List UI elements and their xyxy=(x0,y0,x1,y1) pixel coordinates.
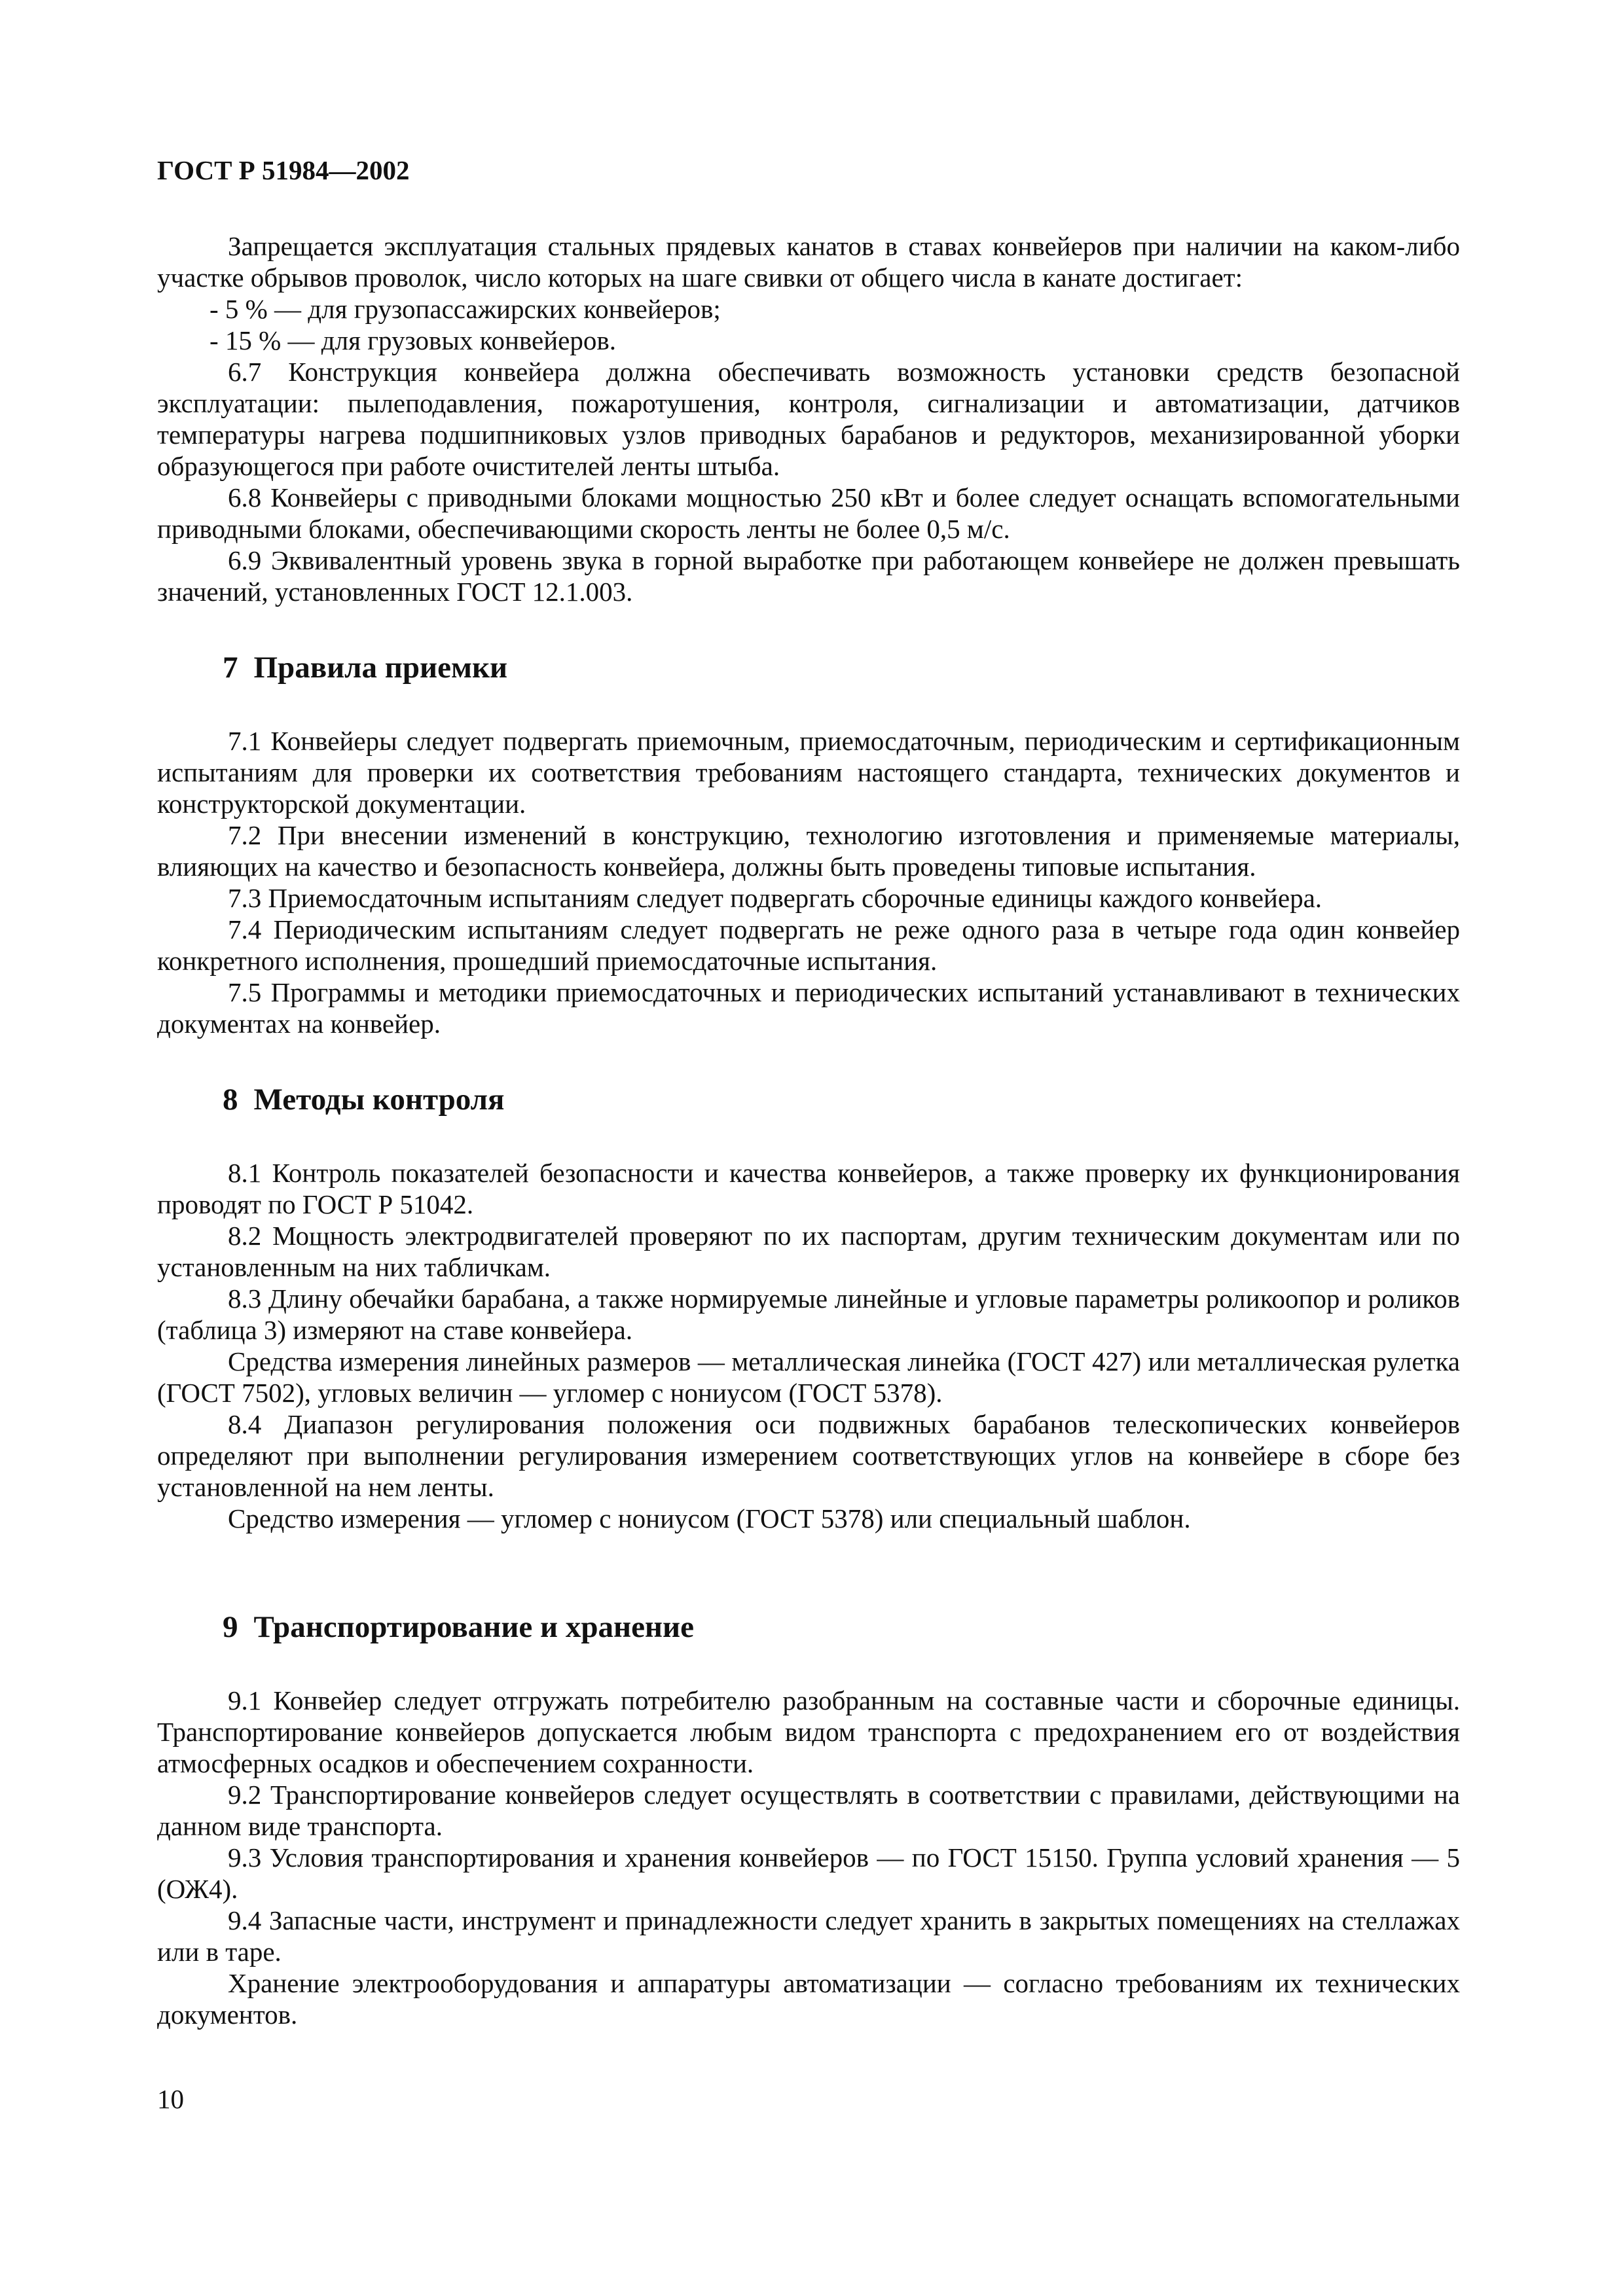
paragraph-7-4: 7.4 Периодическим испытаниям следует подвергать не реже одного раза в четыре года один конвейер конкретного исполнения, прошедший приемосдаточные испытания. xyxy=(157,914,1460,976)
paragraph-8-1: 8.1 Контроль показателей безопасности и качества конвейеров, а также проверку их функционирования проводят по ГОСТ Р 51042. xyxy=(157,1158,1460,1219)
paragraph-7-2: 7.2 При внесении изменений в конструкцию, технологию изготовления и применяемые материалы, влияющих на качество и безопасность конвейера, должны быть проведены типовые испытания. xyxy=(157,820,1460,882)
paragraph-rope-prohibition: Запрещается эксплуатация стальных прядевых канатов в ставах конвейеров при наличии на каком-либо участке обрывов проволок, число которых на шаге свивки от общего числа в канате достигает: xyxy=(157,231,1460,293)
list-item-cargo-conveyors: - 15 % — для грузовых конвейеров. xyxy=(210,325,616,355)
intro-text-block xyxy=(157,230,1460,607)
section-heading-7 xyxy=(157,648,1460,687)
paragraph-8-4-instrument: Средство измерения — угломер с нониусом (ГОСТ 5378) или специальный шаблон. xyxy=(228,1503,1191,1534)
paragraph-7-1: 7.1 Конвейеры следует подвергать приемочным, приемосдаточным, периодическим и сертификационным испытаниям для проверки их соответствия требованиям настоящего стандарта, технических документов и конструкторской документации. xyxy=(157,726,1460,819)
section-number-9: 9 xyxy=(223,1610,238,1644)
section-number-7: 7 xyxy=(223,651,238,685)
document-code-header: ГОСТ Р 51984—2002 xyxy=(157,155,410,185)
list-item-passenger-conveyors: - 5 % — для грузопассажирских конвейеров; xyxy=(210,294,721,324)
section-9-body xyxy=(157,1685,1460,2030)
paragraph-8-3-instruments: Средства измерения линейных размеров — металлическая линейка (ГОСТ 427) или металлическая рулетка (ГОСТ 7502), угловых величин — угломер с нониусом (ГОСТ 5378). xyxy=(157,1346,1460,1408)
page-number: 10 xyxy=(157,2084,184,2114)
paragraph-6-8: 6.8 Конвейеры с приводными блоками мощностью 250 кВт и более следует оснащать вспомогательными приводными блоками, обеспечивающими скорость ленты не более 0,5 м/с. xyxy=(157,482,1460,544)
paragraph-6-7: 6.7 Конструкция конвейера должна обеспечивать возможность установки средств безопасной эксплуатации: пылеподавления, пожаротушения, контроля, сигнализации и автоматизации, датчиков температуры нагрева подшипниковых узлов приводных барабанов и редукторов, механизированной уборки образующегося при работе очистителей ленты штыба. xyxy=(157,357,1460,481)
section-title-7: Правила приемки xyxy=(253,651,508,685)
paragraph-9-2: 9.2 Транспортирование конвейеров следует осуществлять в соответствии с правилами, действующими на данном виде транспорта. xyxy=(157,1780,1460,1841)
paragraph-9-3: 9.3 Условия транспортирования и хранения конвейеров — по ГОСТ 15150. Группа условий хранения — 5 (ОЖ4). xyxy=(157,1842,1460,1904)
section-title-8: Методы контроля xyxy=(253,1083,505,1117)
paragraph-8-2: 8.2 Мощность электродвигателей проверяют по их паспортам, другим техническим документам или по установленным на них табличкам. xyxy=(157,1221,1460,1282)
section-heading-8 xyxy=(157,1080,1460,1119)
section-heading-9 xyxy=(157,1607,1460,1647)
paragraph-9-4: 9.4 Запасные части, инструмент и принадлежности следует хранить в закрытых помещениях на стеллажах или в таре. xyxy=(157,1905,1460,1967)
paragraph-6-9: 6.9 Эквивалентный уровень звука в горной выработке при работающем конвейере не должен превышать значений, установленных ГОСТ 12.1.003. xyxy=(157,545,1460,607)
document-page xyxy=(157,152,1460,2030)
section-title-9: Транспортирование и хранение xyxy=(253,1610,694,1644)
paragraph-8-4: 8.4 Диапазон регулирования положения оси подвижных барабанов телескопических конвейеров определяют при выполнении регулирования измерением соответствующих углов на конвейере в сборе без установленной на нем ленты. xyxy=(157,1409,1460,1502)
paragraph-9-4-electrical: Хранение электрооборудования и аппаратуры автоматизации — согласно требованиям их технических документов. xyxy=(157,1968,1460,2030)
section-8-body xyxy=(157,1157,1460,1534)
paragraph-7-3: 7.3 Приемосдаточным испытаниям следует подвергать сборочные единицы каждого конвейера. xyxy=(228,883,1322,913)
section-number-8: 8 xyxy=(223,1083,238,1117)
paragraph-7-5: 7.5 Программы и методики приемосдаточных и периодических испытаний устанавливают в технических документах на конвейер. xyxy=(157,977,1460,1039)
paragraph-9-1: 9.1 Конвейер следует отгружать потребителю разобранным на составные части и сборочные единицы. Транспортирование конвейеров допускается любым видом транспорта с предохранением его от воздействия атмосферных осадков и обеспечением сохранности. xyxy=(157,1685,1460,1778)
paragraph-8-3: 8.3 Длину обечайки барабана, а также нормируемые линейные и угловые параметры роликоопор и роликов (таблица 3) измеряют на ставе конвейера. xyxy=(157,1283,1460,1345)
section-7-body xyxy=(157,725,1460,1039)
